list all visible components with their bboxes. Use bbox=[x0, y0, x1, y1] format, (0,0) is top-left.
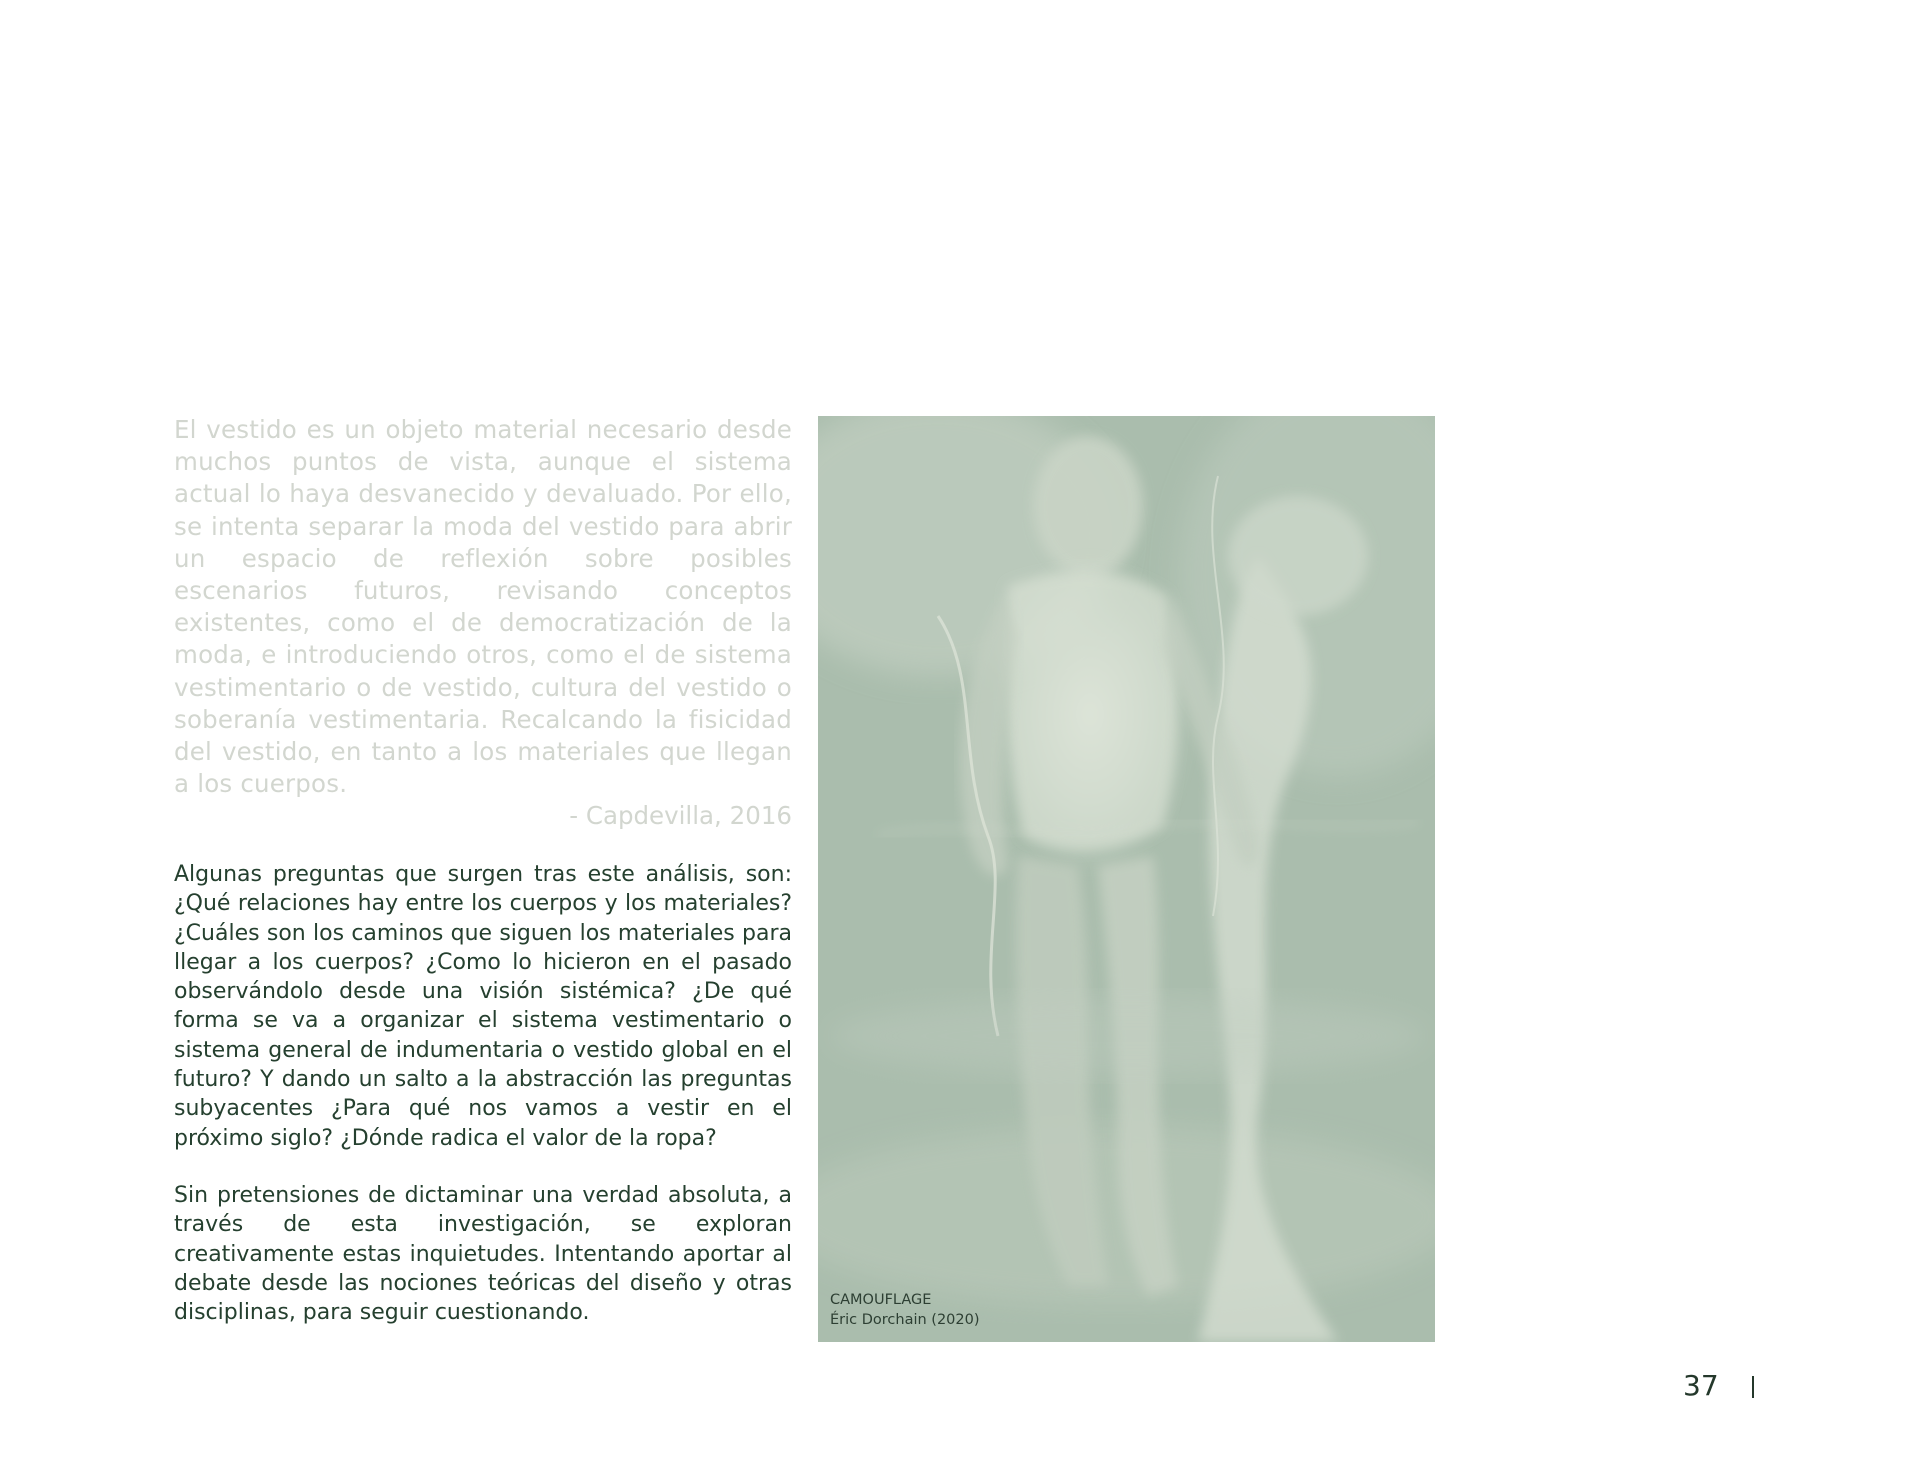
page-number: 37 bbox=[1683, 1369, 1719, 1402]
artwork-image bbox=[818, 416, 1435, 1342]
figure-caption bbox=[830, 1290, 980, 1330]
body-paragraph-conclusion: Sin pretensiones de dictaminar una verdad absoluta, a través de esta investigación, se exploran creativamente estas inquietudes. Intentando aportar al debate desde las nociones teóricas del diseño y otras disciplinas, para seguir cuestionando. bbox=[174, 1183, 792, 1326]
page-divider-bar bbox=[1752, 1376, 1754, 1398]
caption-title: CAMOUFLAGE bbox=[830, 1292, 932, 1308]
quote-attribution: - Capdevilla, 2016 bbox=[569, 801, 792, 830]
caption-credit: Éric Dorchain (2020) bbox=[830, 1312, 980, 1328]
epigraph-quote: El vestido es un objeto material necesario desde muchos puntos de vista, aunque el sistema actual lo haya desvanecido y devaluado. Por ello, se intenta separar la moda del vestido para abrir un espacio de reflexión sobre posibles escenarios futuros, revisando conceptos existentes, como el de democratización de la moda, e introduciendo otros, como el de sistema vestimentario o de vestido, cultura del vestido o soberanía vestimentaria. Recalcando la fisicidad del vestido, en tanto a los materiales que llegan a los cuerpos. bbox=[174, 415, 792, 799]
artwork-illustration bbox=[818, 416, 1435, 1342]
body-paragraph-questions: Algunas preguntas que surgen tras este análisis, son: ¿Qué relaciones hay entre los cuerpos y los materiales? ¿Cuáles son los caminos que siguen los materiales para llegar a los cuerpos? ¿Como lo hicieron en el pasado observándolo desde una visión sistémica? ¿De qué forma se va a organizar el sistema vestimentario o sistema general de indumentaria o vestido global en el futuro? Y dando un salto a la abstracción las preguntas subyacentes ¿Para qué nos vamos a vestir en el próximo siglo? ¿Dónde radica el valor de la ropa? bbox=[174, 862, 792, 1151]
